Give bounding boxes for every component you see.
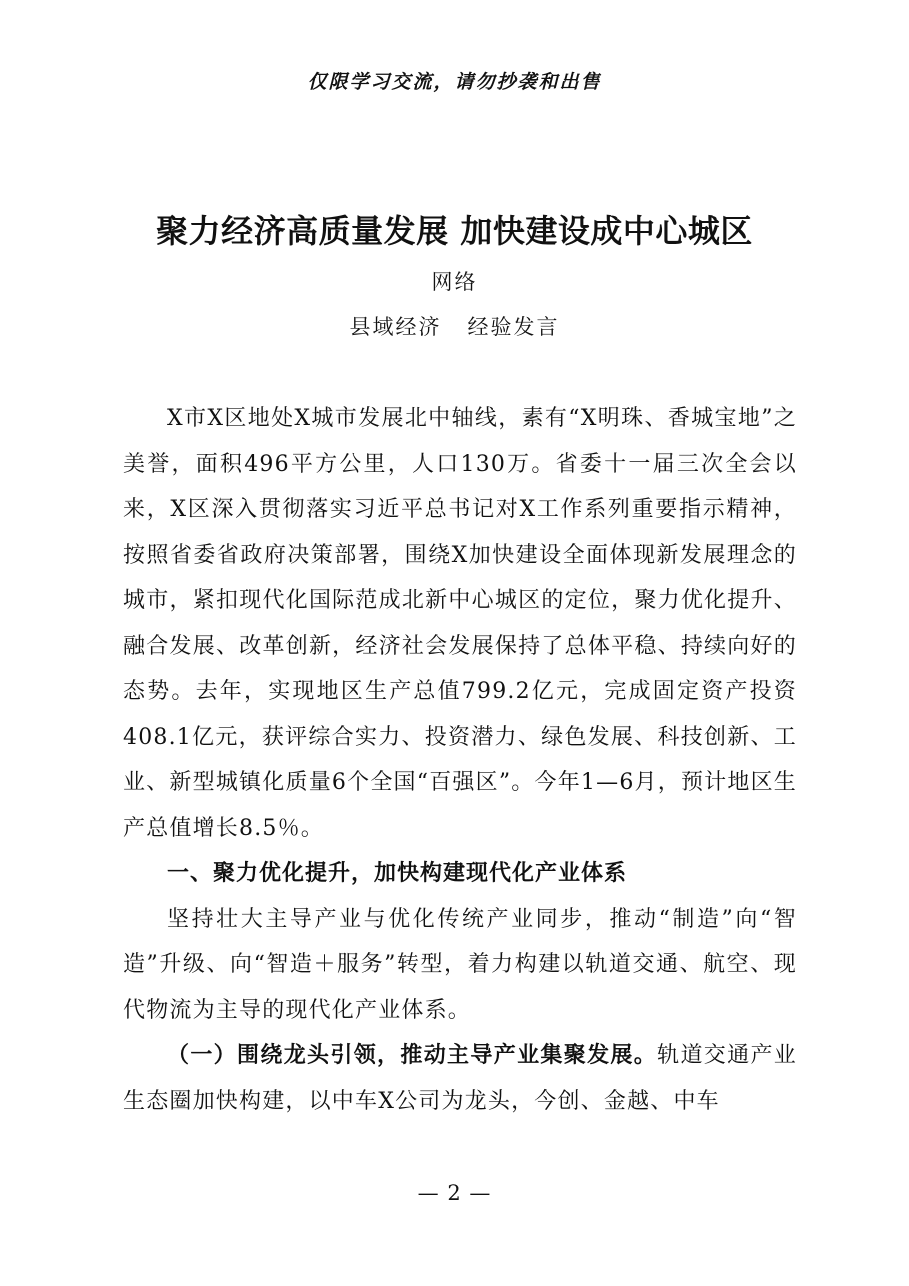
tag-experience-speech: 经验发言 (467, 315, 560, 339)
page-title: 聚力经济高质量发展 加快建设成中心城区 (156, 212, 753, 250)
subsection-1-lead: （一）围绕龙头引领，推动主导产业集聚发展。 (167, 1043, 658, 1068)
section-1-heading: 一、聚力优化提升，加快构建现代化产业体系 (167, 861, 628, 886)
intro-paragraph: X市X区地处X城市发展北中轴线，素有“X明珠、香城宝地”之美誉，面积496平方公里，人口130万。省委十一届三次全会以来，X区深入贯彻落实习近平总书记对X工作系列重要指示精神，按照省委省政府决策部署，围绕X加快建设全面体现新发展理念的城市，紧扣现代化国际范成北新中心城区的定位，聚力优化提升、融合发展、改革创新，经济社会发展保持了总体平稳、持续向好的态势。去年，实现地区生产总值799.2亿元，完成固定资产投资408.1亿元，获评综合实力、投资潜力、绿色发展、科技创新、工业、新型城镇化质量6个全国“百强区”。今年1—6月，预计地区生产总值增长8.5％。 (123, 406, 797, 841)
page-number: — 2 — (417, 1181, 492, 1205)
tags-line (0, 311, 909, 341)
header-note: 仅限学习交流，请勿抄袭和出售 (307, 71, 602, 93)
source-line: 网络 (431, 270, 478, 294)
section-1-paragraph: 坚持壮大主导产业与优化传统产业同步，推动“制造”向“智造”升级、向“智造＋服务”转型，着力构建以轨道交通、航空、现代物流为主导的现代化产业体系。 (123, 906, 797, 1023)
subsection-1-body: 轨道交通产业生态圈加快构建，以中车X公司为龙头，今创、金越、中车 (123, 1043, 798, 1114)
tag-county-economy: 县域经济 (349, 315, 442, 339)
subsection-1-paragraph (123, 1033, 797, 1124)
body-text (123, 396, 797, 1124)
